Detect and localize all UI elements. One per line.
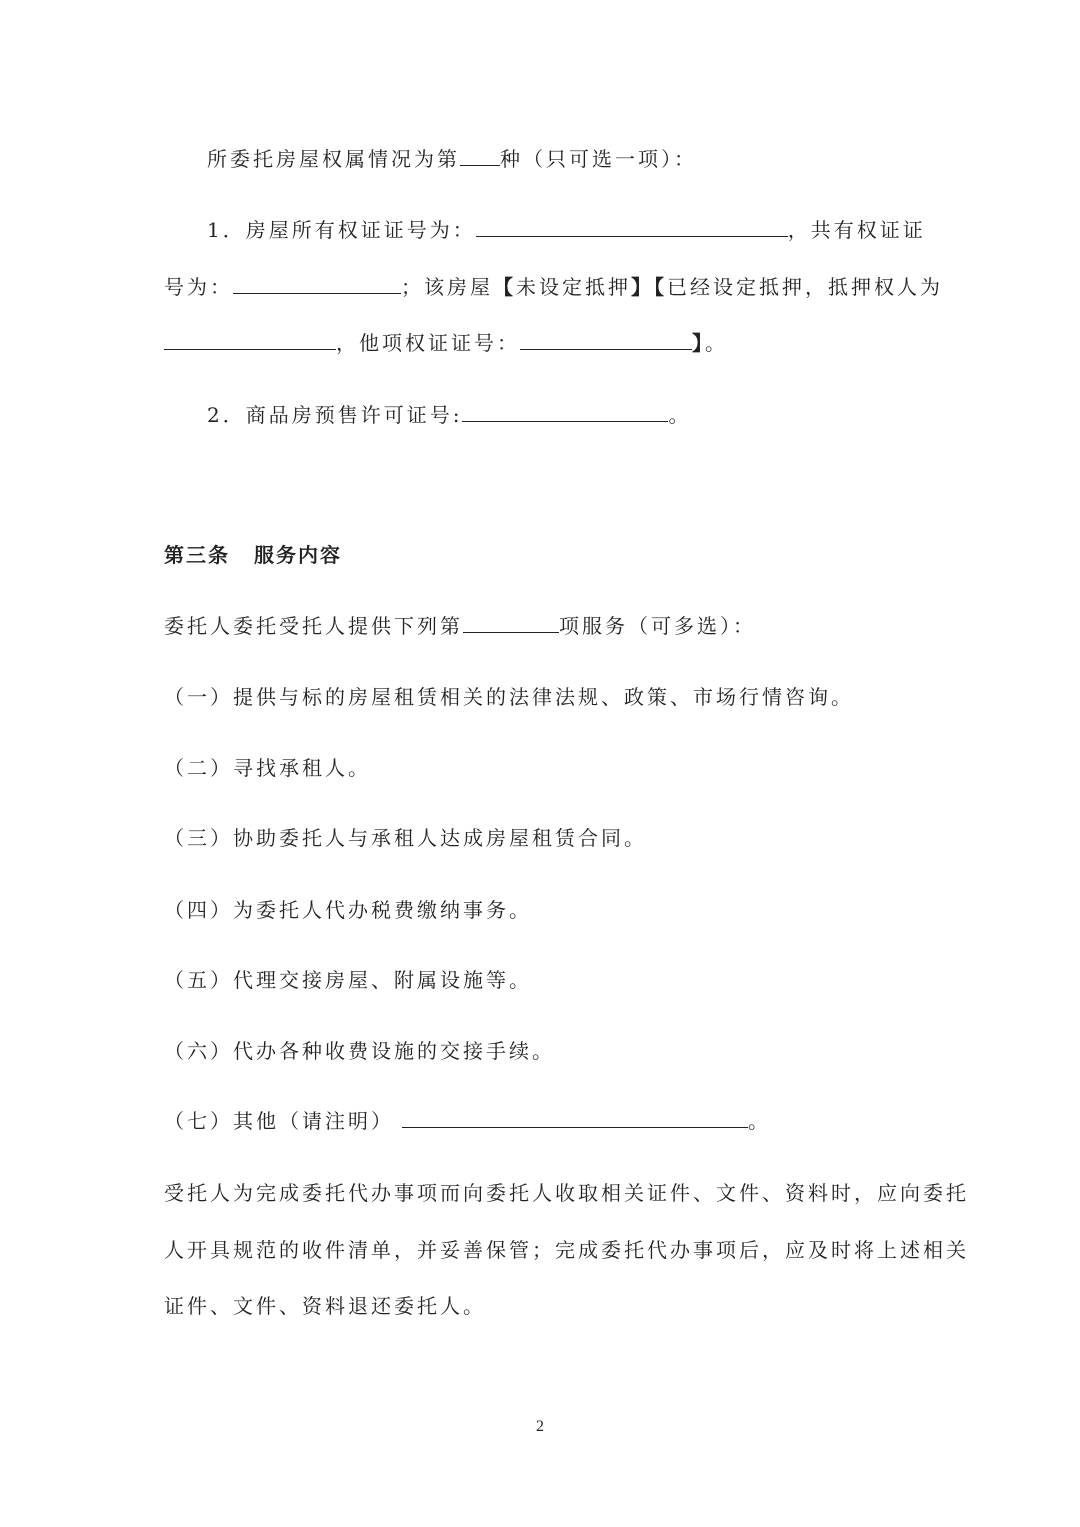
services-intro-text: 委托人委托受托人提供下列第 (164, 614, 463, 638)
item1-line1 (207, 218, 926, 242)
option-close-bracket: 】 (692, 331, 705, 355)
service-item-4: （四）为委托人代办税费缴纳事务。 (164, 898, 532, 922)
option-open-bracket: 【 (654, 275, 667, 299)
certificate-label: 1．房屋所有权证证号为： (207, 218, 476, 242)
other-service-label: （七）其他（请注明） (164, 1109, 394, 1133)
option-open-bracket: 【 (493, 275, 516, 299)
other-service-blank (402, 1109, 748, 1128)
co-ownership-label-cont: 号为： (164, 275, 233, 299)
house-label: ；该房屋 (401, 275, 493, 299)
mortgagee-blank (164, 331, 336, 350)
item2-line (207, 403, 691, 427)
period: 。 (705, 331, 728, 355)
option-no-mortgage: 未设定抵押 (516, 275, 631, 299)
article-title: 服务内容 (254, 543, 342, 567)
article3-intro (164, 614, 756, 638)
service-items-blank (463, 614, 559, 633)
option-close-bracket: 】 (631, 275, 654, 299)
option-mortgaged: 已经设定抵押，抵押权人为 (667, 275, 943, 299)
ownership-intro (207, 147, 697, 171)
service-item-6: （六）代办各种收费设施的交接手续。 (164, 1039, 555, 1063)
presale-permit-blank (462, 403, 668, 422)
ownership-intro-text-end: 种（只可选一项）： (500, 147, 697, 171)
article-number: 第三条 (164, 543, 230, 567)
co-ownership-number-blank (233, 275, 401, 294)
certificate-number-blank (476, 218, 788, 237)
other-right-number-blank (520, 331, 692, 350)
closing-line-2: 人开具规范的收件清单，并妥善保管；完成委托代办事项后，应及时将上述相关 (164, 1238, 969, 1262)
other-right-label: ，他项权证证号： (336, 331, 520, 355)
period: 。 (668, 403, 692, 427)
page-number: 2 (536, 1418, 544, 1435)
presale-permit-label: 2．商品房预售许可证号: (207, 403, 463, 427)
period: 。 (748, 1109, 771, 1133)
article3-heading (164, 543, 342, 567)
service-item-2: （二）寻找承租人。 (164, 756, 371, 780)
service-item-3: （三）协助委托人与承租人达成房屋租赁合同。 (164, 826, 647, 850)
service-item-7 (164, 1109, 771, 1133)
co-ownership-label: ，共有权证证 (787, 218, 926, 242)
item1-line2 (164, 275, 943, 299)
closing-line-1: 受托人为完成委托代办事项而向委托人收取相关证件、文件、资料时，应向委托 (164, 1181, 969, 1205)
option-number-blank (460, 147, 500, 166)
ownership-intro-text: 所委托房屋权属情况为第 (207, 147, 460, 171)
closing-line-3: 证件、文件、资料退还委托人。 (164, 1294, 486, 1318)
item1-line3 (164, 331, 728, 355)
service-item-1: （一）提供与标的房屋租赁相关的法律法规、政策、市场行情咨询。 (164, 685, 854, 709)
service-item-5: （五）代理交接房屋、附属设施等。 (164, 968, 532, 992)
services-intro-text-end: 项服务（可多选）： (559, 614, 756, 638)
